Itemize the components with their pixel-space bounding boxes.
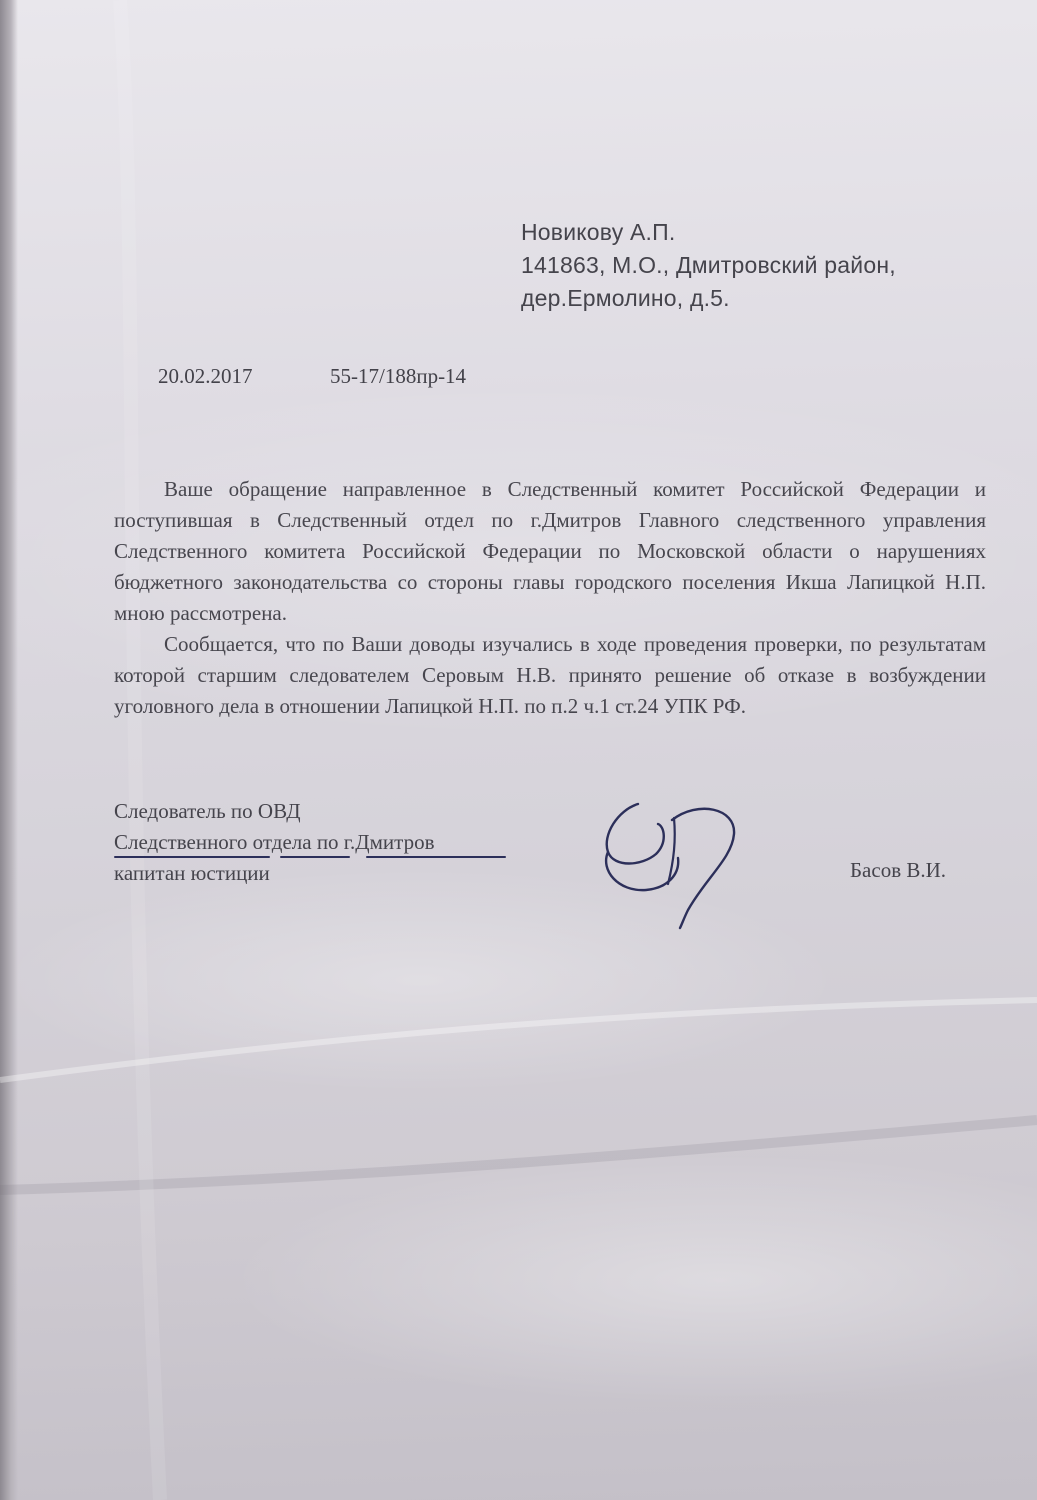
addressee-address-line-2: дер.Ермолино, д.5. xyxy=(521,285,730,311)
pen-underline-3 xyxy=(366,856,506,858)
page-fold-shadow xyxy=(0,0,18,1500)
pen-underline-2 xyxy=(280,856,350,858)
signer-position-line-2: Следственного отдела по г.Дмитров xyxy=(114,830,435,854)
addressee-name: Новикову А.П. xyxy=(521,219,676,245)
addressee-block xyxy=(521,216,896,315)
letter-date: 20.02.2017 xyxy=(158,364,253,388)
handwritten-signature xyxy=(598,790,748,930)
signature-block xyxy=(114,796,435,889)
signer-rank: капитан юстиции xyxy=(114,861,270,885)
addressee-address-line-1: 141863, М.О., Дмитровский район, xyxy=(521,252,896,278)
letter-body xyxy=(114,474,986,722)
pen-underline-1 xyxy=(114,856,270,858)
signer-position-line-1: Следователь по ОВД xyxy=(114,799,301,823)
letter-reference-number: 55-17/188пр-14 xyxy=(330,364,467,388)
signer-name: Басов В.И. xyxy=(850,858,947,882)
body-paragraph-2: Сообщается, что по Ваши доводы изучались в ходе проведения проверки, по результатам которой старшим следователем Серовым Н.В. принято решение об отказе в возбуждении уголовного дела в отношении Лапицкой Н.П. по п.2 ч.1 ст.24 УПК РФ. xyxy=(114,632,986,718)
body-paragraph-1: Ваше обращение направленное в Следственный комитет Российской Федерации и поступившая в Следственный отдел по г.Дмитров Главного следственного управления Следственного комитета Российской Федерации по Московской области о нарушениях бюджетного законодательства со стороны главы городского поселения Икша Лапицкой Н.П. мною рассмотрена. xyxy=(114,477,986,625)
